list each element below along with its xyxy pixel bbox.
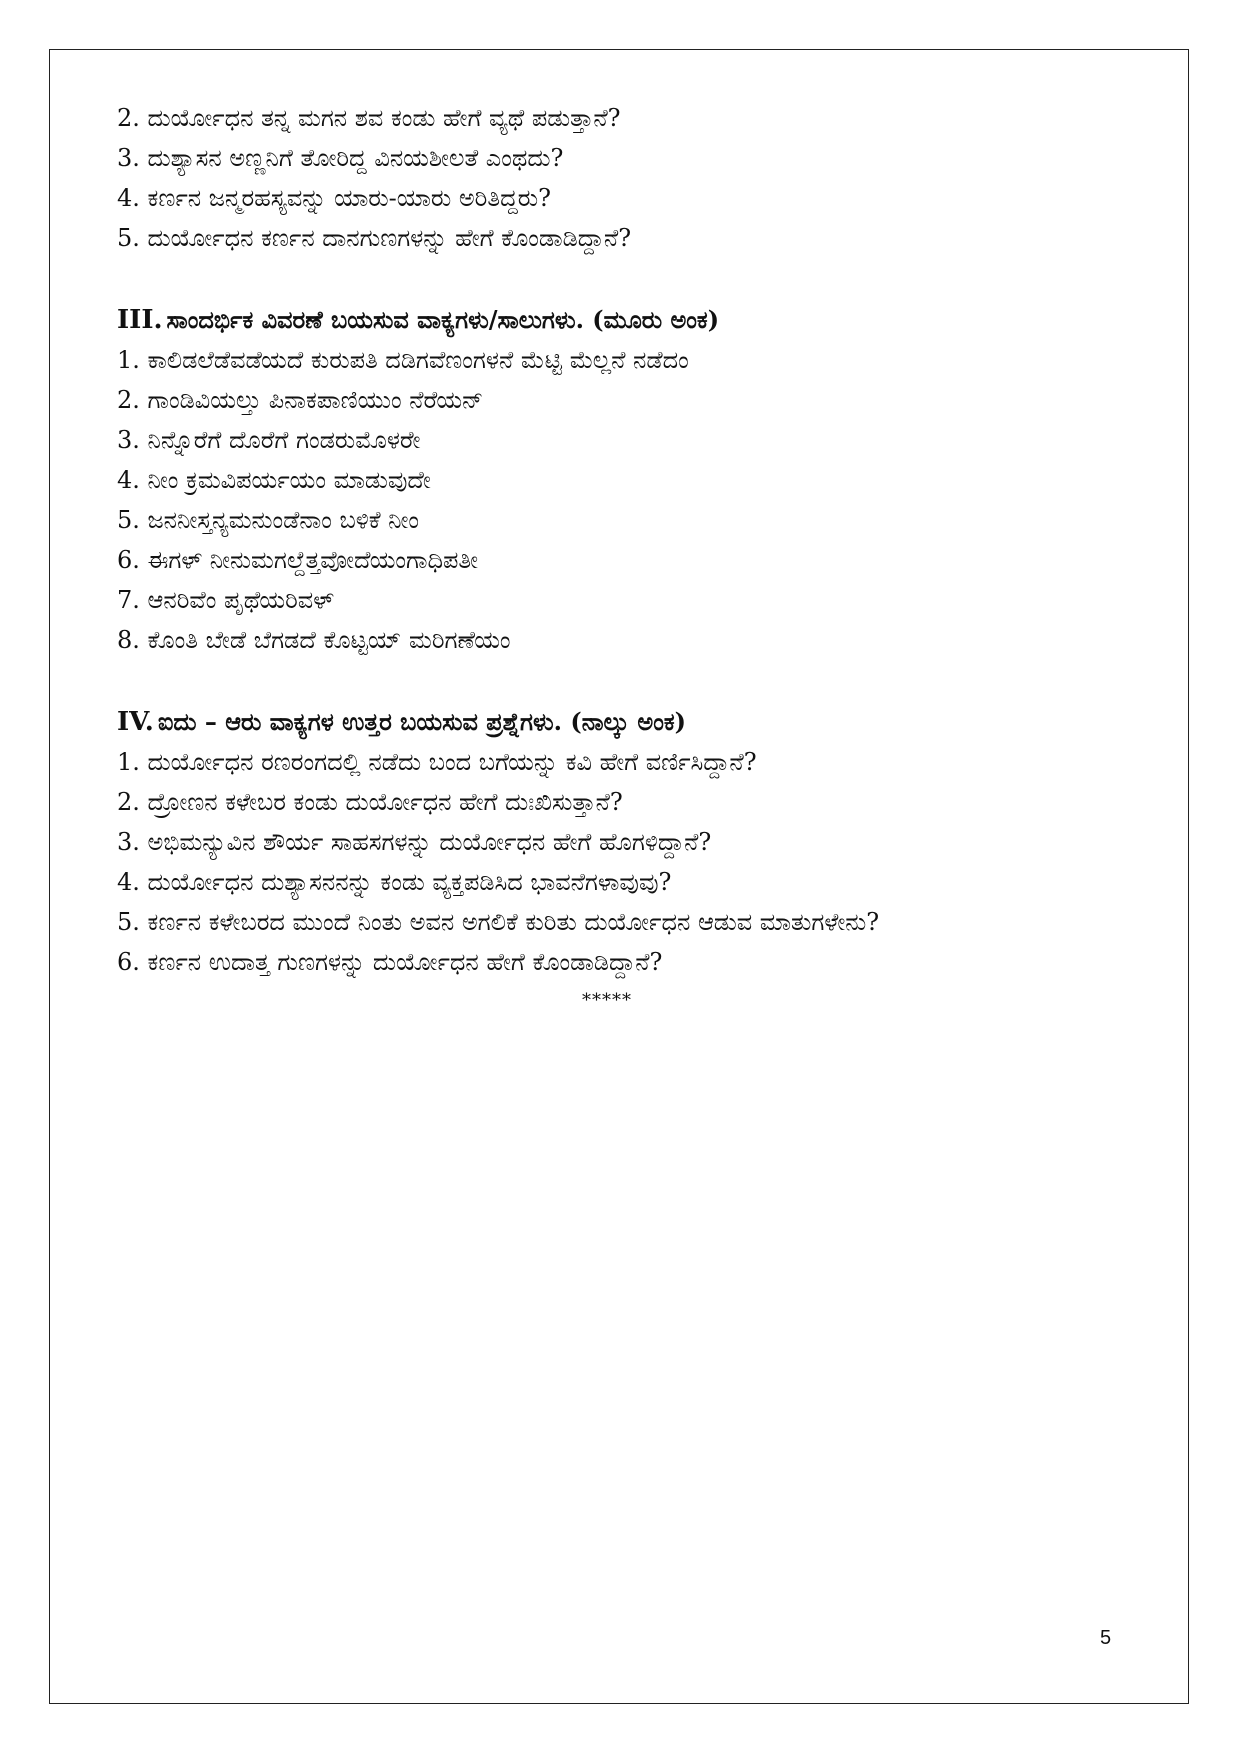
list-item: 3. ನಿನ್ನೊರೆಗೆ ದೊರೆಗೆ ಗಂಡರುಮೊಳರೇ	[117, 426, 421, 454]
section-3-title: ಸಾಂದರ್ಭಿಕ ವಿವರಣೆ ಬಯಸುವ ವಾಕ್ಯಗಳು/ಸಾಲುಗಳು. (ಮೂರು ಅಂಕ)	[166, 305, 720, 334]
list-item: 2. ದುರ್ಯೋಧನ ತನ್ನ ಮಗನ ಶವ ಕಂಡು ಹೇಗೆ ವ್ಯಥೆ ಪಡುತ್ತಾನೆ?	[117, 104, 621, 132]
list-item: 2. ದ್ರೋಣನ ಕಳೇಬರ ಕಂಡು ದುರ್ಯೋಧನ ಹೇಗೆ ದುಃಖಿಸುತ್ತಾನೆ?	[117, 788, 623, 816]
list-item: 4. ನೀಂ ಕ್ರಮವಿಪರ್ಯಯಂ ಮಾಡುವುದೇ	[117, 466, 431, 494]
list-item: 3. ಅಭಿಮನ್ಯುವಿನ ಶೌರ್ಯ ಸಾಹಸಗಳನ್ನು ದುರ್ಯೋಧನ ಹೇಗೆ ಹೊಗಳಿದ್ದಾನೆ?	[117, 828, 712, 856]
end-of-section-mark: *****	[582, 990, 632, 1011]
section-4-number: IV.	[117, 707, 154, 737]
list-item: 3. ದುಶ್ಯಾಸನ ಅಣ್ಣನಿಗೆ ತೋರಿದ್ದ ವಿನಯಶೀಲತೆ ಎಂಥದು?	[117, 144, 564, 172]
section-spacer	[117, 258, 1127, 300]
list-item: 1. ದುರ್ಯೋಧನ ರಣರಂಗದಲ್ಲಿ ನಡೆದು ಬಂದ ಬಗೆಯನ್ನು ಕವಿ ಹೇಗೆ ವರ್ಣಿಸಿದ್ದಾನೆ?	[117, 748, 757, 776]
list-item: 4. ದುರ್ಯೋಧನ ದುಶ್ಯಾಸನನನ್ನು ಕಂಡು ವ್ಯಕ್ತಪಡಿಸಿದ ಭಾವನೆಗಳಾವುವು?	[117, 868, 672, 896]
list-item: 4. ಕರ್ಣನ ಜನ್ಮರಹಸ್ಯವನ್ನು ಯಾರು-ಯಾರು ಅರಿತಿದ್ದರು?	[117, 184, 551, 212]
section-4	[117, 702, 1127, 982]
list-item: 7. ಆನರಿವೆಂ ಪೃಥೆಯರಿವಳ್	[117, 586, 335, 614]
list-item: 5. ದುರ್ಯೋಧನ ಕರ್ಣನ ದಾನಗುಣಗಳನ್ನು ಹೇಗೆ ಕೊಂಡಾಡಿದ್ದಾನೆ?	[117, 224, 632, 252]
section-3-heading	[117, 300, 1127, 340]
section-spacer	[117, 660, 1127, 702]
list-item: 5. ಜನನೀಸ್ತನ್ಯಮನುಂಡೆನಾಂ ಬಳಿಕೆ ನೀಂ	[117, 506, 420, 534]
page-number: 5	[1100, 1627, 1112, 1649]
list-item: 6. ಕರ್ಣನ ಉದಾತ್ತ ಗುಣಗಳನ್ನು ದುರ್ಯೋಧನ ಹೇಗೆ ಕೊಂಡಾಡಿದ್ದಾನೆ?	[117, 948, 663, 976]
list-item: 5. ಕರ್ಣನ ಕಳೇಬರದ ಮುಂದೆ ನಿಂತು ಅವನ ಅಗಲಿಕೆ ಕುರಿತು ದುರ್ಯೋಧನ ಆಡುವ ಮಾತುಗಳೇನು?	[117, 908, 880, 936]
list-item: 1. ಕಾಲಿಡಲೆಡೆವಡೆಯದೆ ಕುರುಪತಿ ದಡಿಗವೆಣಂಗಳನೆ ಮೆಟ್ಟಿ ಮೆಲ್ಲನೆ ನಡೆದಂ	[117, 346, 689, 374]
section-3	[117, 300, 1127, 660]
section-4-title: ಐದು – ಆರು ವಾಕ್ಯಗಳ ಉತ್ತರ ಬಯಸುವ ಪ್ರಶ್ನೆಗಳು. (ನಾಲ್ಕು ಅಂಕ)	[157, 707, 686, 736]
list-item: 2. ಗಾಂಡಿವಿಯಲ್ತು ಪಿನಾಕಪಾಣಿಯುಂ ನೆರೆಯನ್	[117, 386, 484, 414]
document-body	[117, 98, 1127, 1016]
list-item: 8. ಕೊಂತಿ ಬೇಡೆ ಬೆಗಡದೆ ಕೊಟ್ಟಯ್ ಮರಿಗಣೆಯಂ	[117, 626, 511, 654]
section-3-number: III.	[117, 305, 163, 335]
section-4-heading	[117, 702, 1127, 742]
list-item: 6. ಈಗಳ್ ನೀನುಮಗಲ್ದೆತ್ತವೋದೆಯಂಗಾಧಿಪತೀ	[117, 546, 479, 574]
section-2-continued-list	[117, 98, 1127, 258]
